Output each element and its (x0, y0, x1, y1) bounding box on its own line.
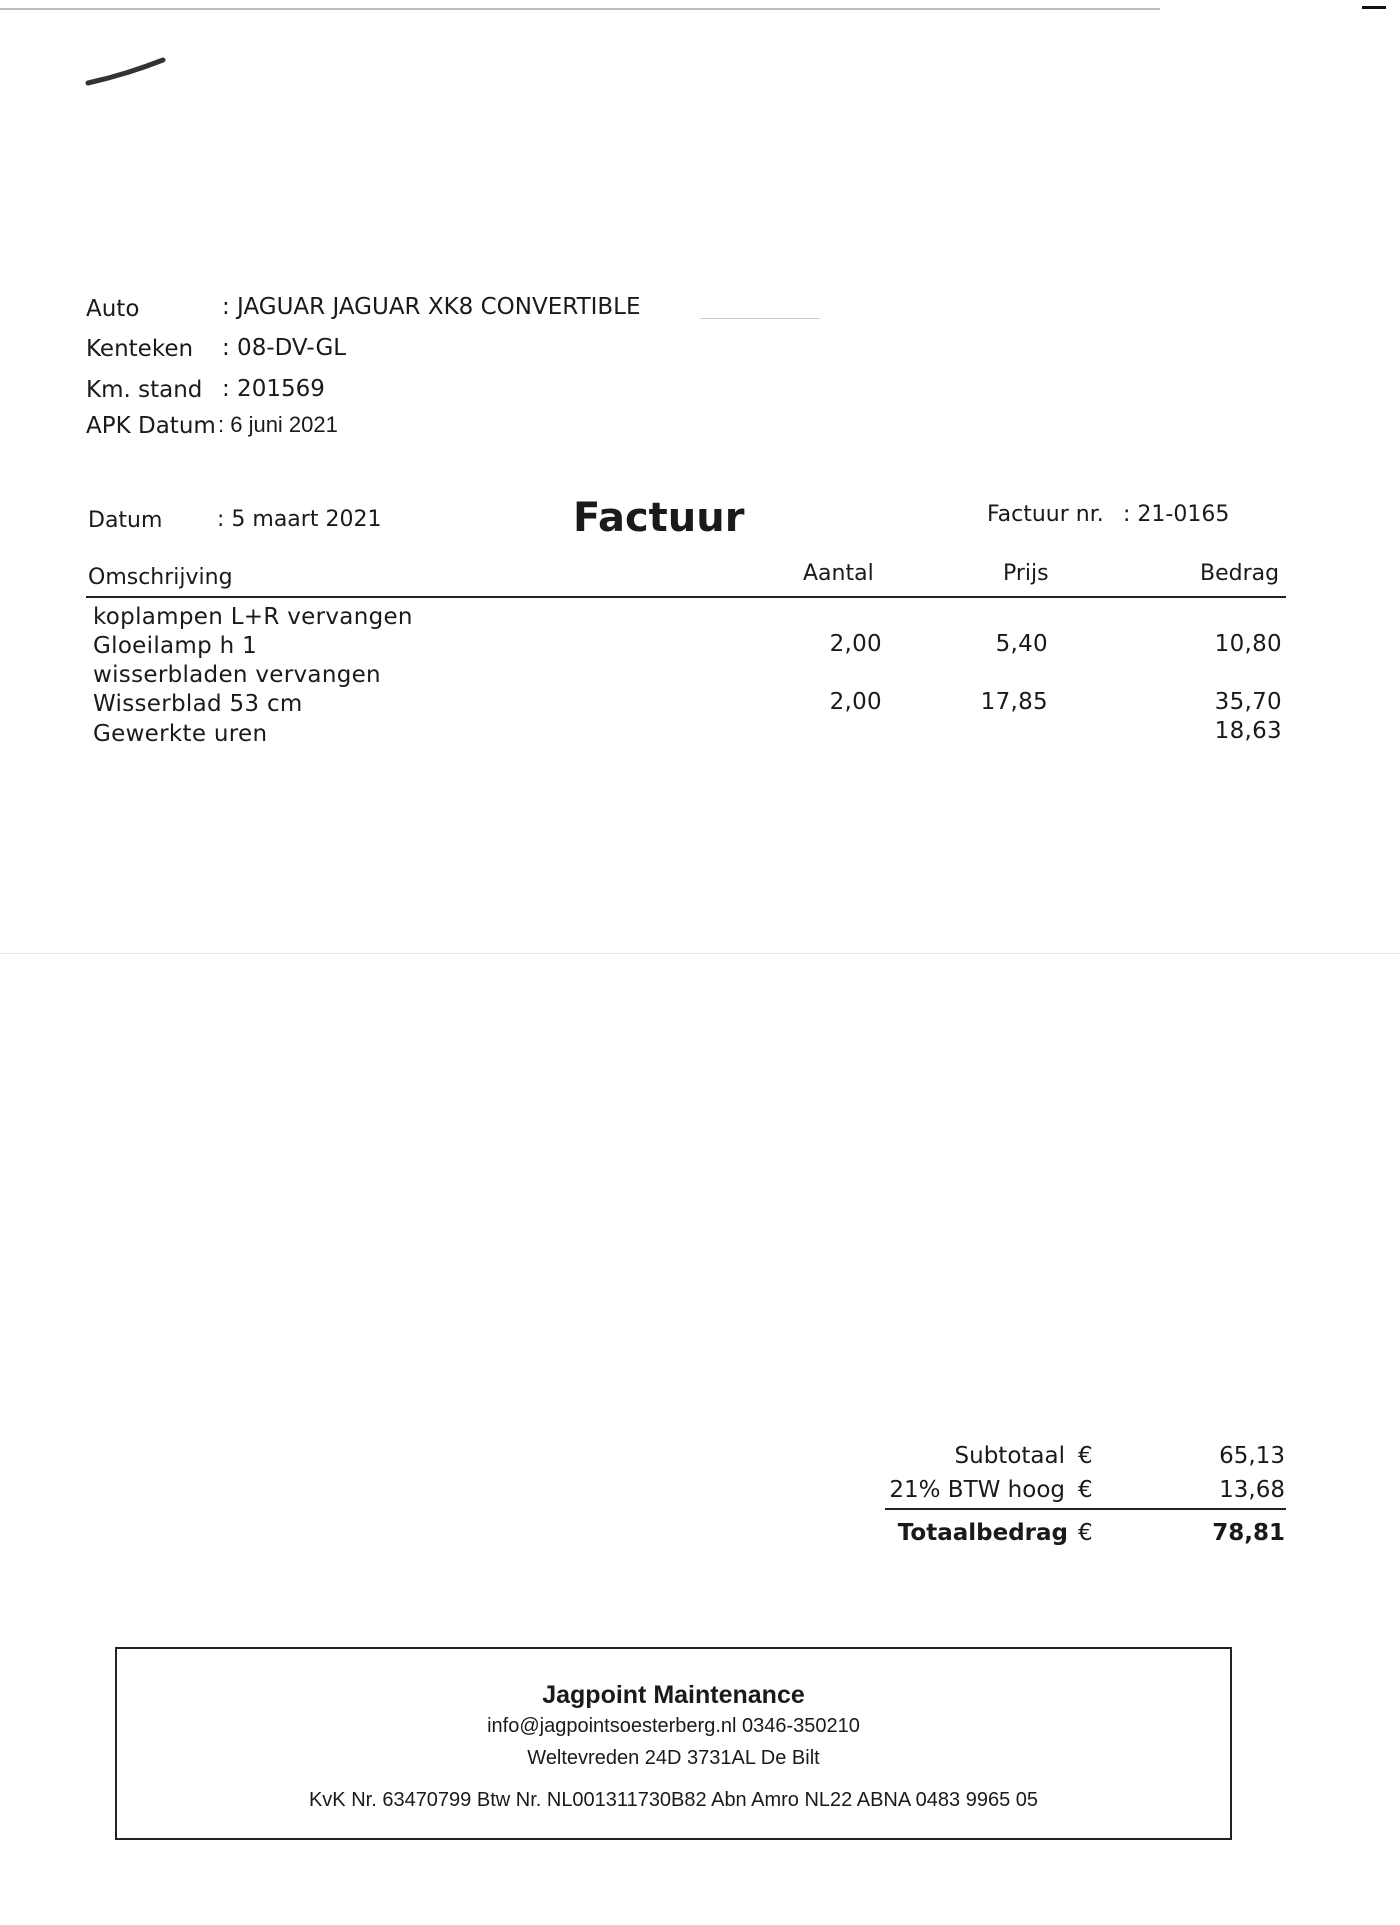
company-registration: KvK Nr. 63470799 Btw Nr. NL001311730B82 Abn Amro NL22 ABNA 0483 9965 05 (308, 1789, 1039, 1811)
scan-line (700, 318, 820, 319)
vat-label: 21% BTW hoog (889, 1477, 1065, 1503)
apk-value: : 6 juni 2021 (218, 412, 338, 437)
totals-rule (885, 1508, 1286, 1510)
scan-edge-line (0, 8, 1160, 10)
row-description: Gewerkte uren (93, 721, 268, 747)
company-name: Jagpoint Maintenance (542, 1681, 805, 1709)
scan-edge-mark (1362, 6, 1386, 9)
apk-label: APK Datum (86, 413, 216, 439)
col-bedrag: Bedrag (1200, 561, 1280, 586)
subtotal-value: 65,13 (1219, 1443, 1285, 1469)
row-aantal: 2,00 (829, 631, 882, 657)
row-description: Gloeilamp h 1 (93, 633, 258, 659)
row-prijs: 17,85 (980, 689, 1048, 715)
kenteken-value: : 08-DV-GL (222, 335, 347, 361)
auto-value: : JAGUAR JAGUAR XK8 CONVERTIBLE (222, 294, 641, 320)
datum-value: : 5 maart 2021 (217, 507, 382, 532)
col-aantal: Aantal (803, 561, 874, 586)
pen-mark (85, 55, 170, 90)
row-prijs: 5,40 (995, 631, 1048, 657)
invoice-number-label: Factuur nr. (987, 502, 1104, 527)
company-footer (115, 1647, 1232, 1840)
invoice-title: Factuur (573, 495, 745, 541)
total-currency: € (1078, 1520, 1093, 1546)
km-value: : 201569 (222, 376, 325, 402)
subtotal-currency: € (1078, 1443, 1093, 1469)
company-contact: info@jagpointsoesterberg.nl 0346-350210 (487, 1715, 860, 1737)
km-label: Km. stand (86, 377, 203, 403)
datum-label: Datum (88, 508, 163, 533)
row-description: wisserbladen vervangen (93, 662, 381, 688)
invoice-number-value: : 21-0165 (1123, 502, 1230, 527)
table-header-rule (86, 596, 1286, 598)
vat-value: 13,68 (1219, 1477, 1285, 1503)
col-omschrijving: Omschrijving (88, 565, 233, 590)
row-description: koplampen L+R vervangen (93, 604, 413, 630)
col-prijs: Prijs (1003, 561, 1049, 586)
row-bedrag: 10,80 (1214, 631, 1282, 657)
total-value: 78,81 (1212, 1520, 1285, 1546)
row-aantal: 2,00 (829, 689, 882, 715)
subtotal-label: Subtotaal (954, 1443, 1065, 1469)
fold-line (0, 953, 1400, 954)
row-bedrag: 18,63 (1214, 718, 1282, 744)
vat-currency: € (1078, 1477, 1093, 1503)
total-label: Totaalbedrag (897, 1520, 1068, 1546)
row-description: Wisserblad 53 cm (93, 691, 303, 717)
auto-label: Auto (86, 296, 140, 322)
kenteken-label: Kenteken (86, 336, 194, 362)
row-bedrag: 35,70 (1214, 689, 1282, 715)
company-address: Weltevreden 24D 3731AL De Bilt (527, 1747, 820, 1769)
